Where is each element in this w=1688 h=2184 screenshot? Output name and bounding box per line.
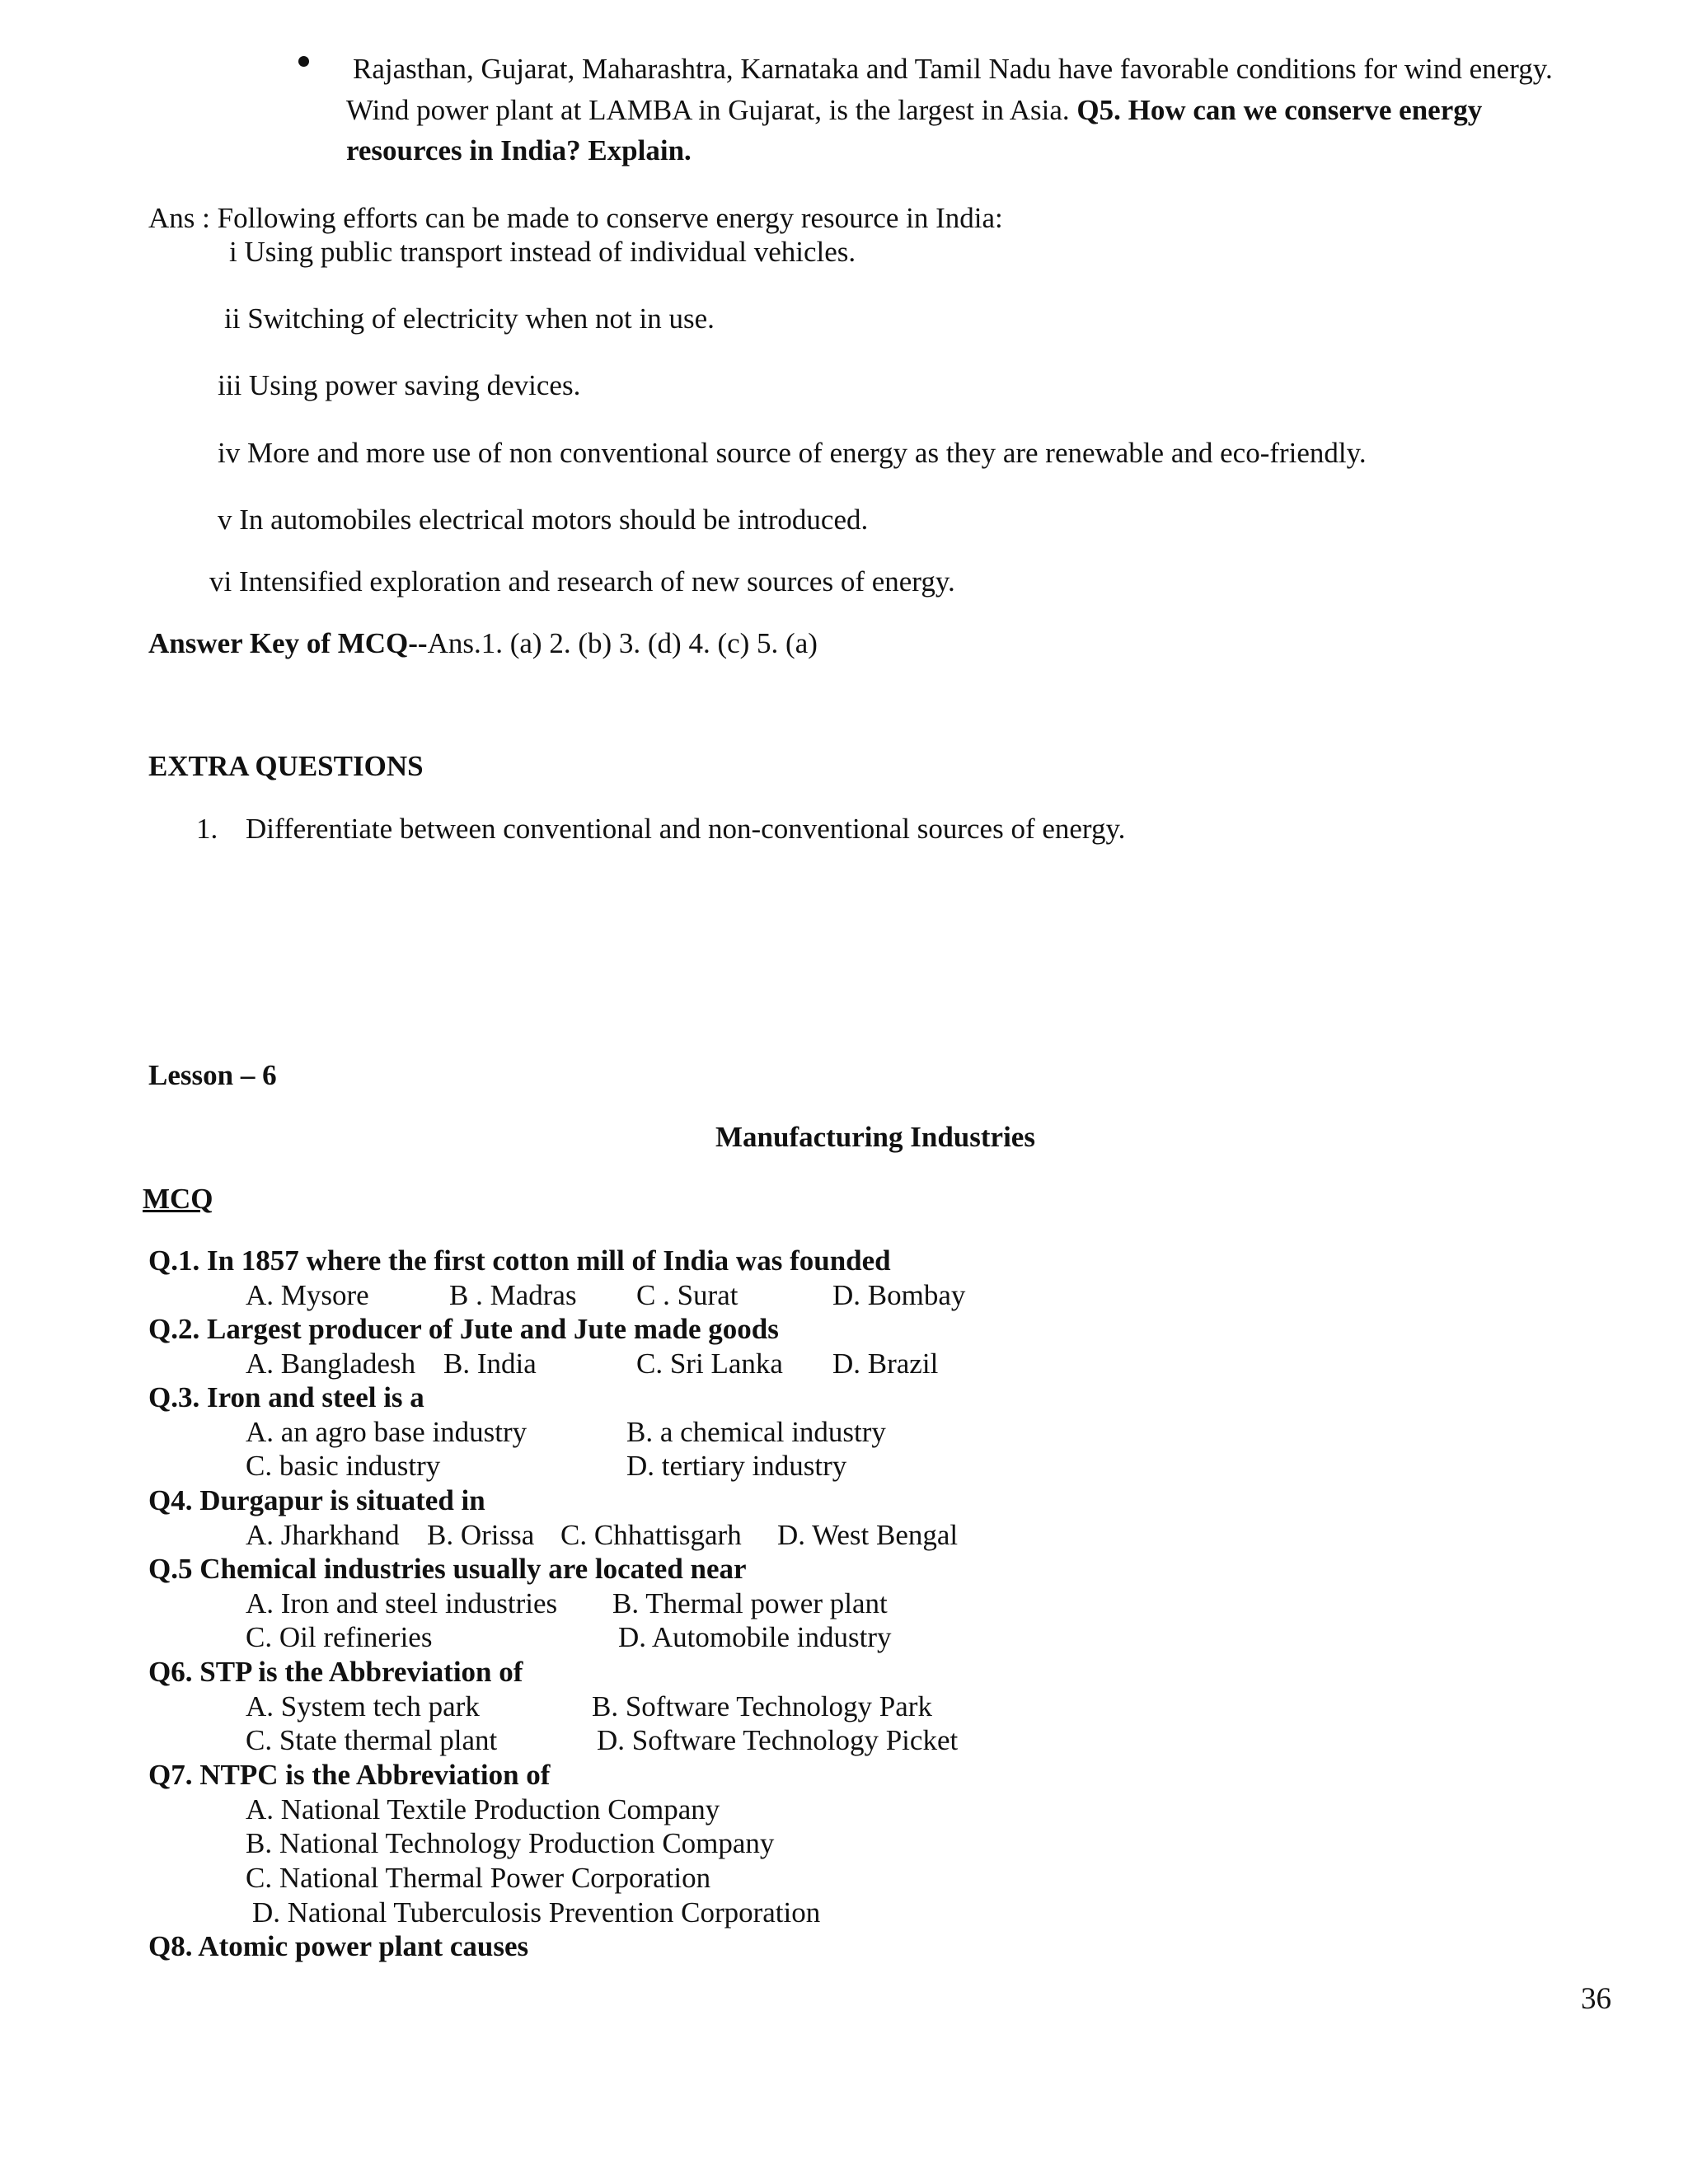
q5-option-d: D. Automobile industry: [618, 1621, 892, 1653]
mcq-question-8: Q8. Atomic power plant causes: [148, 1930, 529, 1962]
mcq-question-5: Q.5 Chemical industries usually are located near: [148, 1553, 747, 1585]
q7-option-d: D. National Tuberculosis Prevention Corporation: [252, 1896, 821, 1929]
q3-option-c: C. basic industry: [246, 1450, 441, 1482]
wind-plant-line: [346, 93, 1482, 128]
mcq-question-6: Q6. STP is the Abbreviation of: [148, 1656, 523, 1688]
q4-option-d: D. West Bengal: [777, 1519, 959, 1551]
lesson-label: Lesson – 6: [148, 1059, 277, 1091]
q3-option-b: B. a chemical industry: [626, 1416, 886, 1448]
q1-option-c: C . Surat: [636, 1279, 738, 1311]
answer-item-3: iii Using power saving devices.: [218, 369, 581, 401]
mcq-question-2: Q.2. Largest producer of Jute and Jute made goods: [148, 1313, 779, 1345]
q5-option-c: C. Oil refineries: [246, 1621, 433, 1653]
q2-option-b: B. India: [443, 1347, 537, 1380]
lesson-title: Manufacturing Industries: [715, 1121, 1035, 1153]
q2-option-d: D. Brazil: [832, 1347, 939, 1380]
bullet-point: [298, 56, 309, 67]
mcq-question-7: Q7. NTPC is the Abbreviation of: [148, 1759, 551, 1791]
lamba-text: Wind power plant at LAMBA in Gujarat, is the largest in Asia.: [346, 94, 1070, 126]
mcq-question-4: Q4. Durgapur is situated in: [148, 1484, 485, 1516]
q1-option-a: A. Mysore: [246, 1279, 369, 1311]
q6-option-d: D. Software Technology Picket: [597, 1724, 959, 1756]
mcq-question-1: Q.1. In 1857 where the first cotton mill of India was founded: [148, 1244, 891, 1277]
answer-item-1: i Using public transport instead of individual vehicles.: [229, 236, 856, 268]
extra-question-number: 1.: [196, 813, 218, 845]
mcq-heading: MCQ: [143, 1183, 213, 1215]
q7-option-a: A. National Textile Production Company: [246, 1793, 720, 1825]
q2-option-c: C. Sri Lanka: [636, 1347, 783, 1380]
q4-option-b: B. Orissa: [427, 1519, 535, 1551]
answer-item-6: vi Intensified exploration and research of new sources of energy.: [209, 565, 955, 598]
q6-option-a: A. System tech park: [246, 1690, 480, 1722]
q4-option-c: C. Chhattisgarh: [560, 1519, 742, 1551]
answer-key-label: Answer Key of MCQ--: [148, 627, 428, 659]
answer-key-values: Ans.1. (a) 2. (b) 3. (d) 4. (c) 5. (a): [427, 627, 818, 659]
answer-key-line: [148, 626, 818, 661]
q5-question-part2: resources in India? Explain.: [346, 134, 692, 166]
q1-option-b: B . Madras: [449, 1279, 577, 1311]
q3-option-a: A. an agro base industry: [246, 1416, 528, 1448]
q7-option-b: B. National Technology Production Company: [246, 1827, 775, 1859]
q3-option-d: D. tertiary industry: [626, 1450, 847, 1482]
answer-item-2: ii Switching of electricity when not in use.: [224, 302, 715, 335]
q5-question-part1: Q5. How can we conserve energy: [1076, 94, 1483, 126]
q4-option-a: A. Jharkhand: [246, 1519, 400, 1551]
q6-option-c: C. State thermal plant: [246, 1724, 498, 1756]
q1-option-d: D. Bombay: [832, 1279, 966, 1311]
answer-intro: Ans : Following efforts can be made to conserve energy resource in India:: [148, 202, 1003, 234]
page-number: 36: [1581, 1982, 1611, 2016]
mcq-question-3: Q.3. Iron and steel is a: [148, 1381, 424, 1413]
q5-option-a: A. Iron and steel industries: [246, 1587, 558, 1619]
wind-energy-line: Rajasthan, Gujarat, Maharashtra, Karnataka and Tamil Nadu have favorable conditions for wind energy.: [353, 53, 1553, 85]
q7-option-c: C. National Thermal Power Corporation: [246, 1862, 711, 1894]
q2-option-a: A. Bangladesh: [246, 1347, 416, 1380]
q5-option-b: B. Thermal power plant: [612, 1587, 888, 1619]
extra-questions-heading: EXTRA QUESTIONS: [148, 750, 424, 782]
answer-item-4: iv More and more use of non conventional source of energy as they are renewable and eco-friendly.: [218, 437, 1367, 469]
extra-question-1: Differentiate between conventional and non-conventional sources of energy.: [246, 813, 1126, 845]
answer-item-5: v In automobiles electrical motors should be introduced.: [218, 504, 869, 536]
q6-option-b: B. Software Technology Park: [592, 1690, 932, 1722]
